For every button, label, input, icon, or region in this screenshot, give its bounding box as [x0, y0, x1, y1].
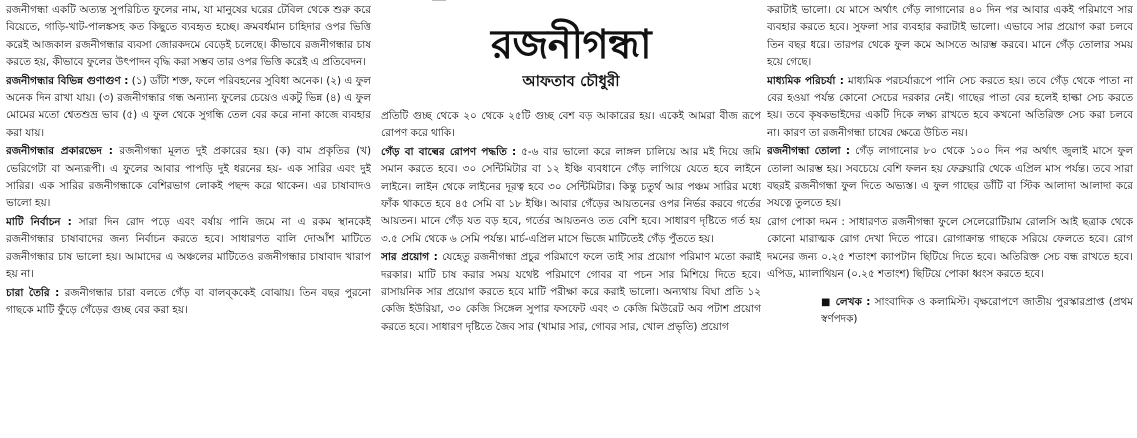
article-column-3	[767, 2, 1133, 436]
section-seedling	[6, 285, 371, 320]
article-author: আফতাব চৌধুরী	[522, 72, 620, 90]
section-body: রজনীগন্ধার চারা বলতে গেঁড় বা বালব্ককেই বোঝায়। তিন বছর পুরনো গাছকে মাটি ফুঁড়ে গেঁড়ের গুচ্ছ বের করা হয়।	[6, 286, 371, 316]
section-body: সারা দিন রোদ পড়ে এবং বর্ষায় পানি জমে না এ রকম স্থানকেই রজনীগন্ধার চাষাবাদের জন্য নির্বাচন করতে হবে। সাধারণত বালি দোআঁশ মাটিতে রজনীগন্ধার চাষ ভালো হয়। আমাদের এ অঞ্চলের মাটিতেও রজনীগন্ধার চাষাবাদ খারাপ হয় না।	[6, 215, 371, 281]
section-body: সাধারণত রজনীগন্ধা ফুলে সেলেরোটিয়াম রোলসি আই ছত্রাক থেকে কোনো মারাত্মক রোগ দেখা দিতে পারে। রোগাক্রান্ত গাছকে সরিয়ে ফেলতে হবে। রোগ দমনের জন্য ০.২৫ শতাংশ ক্যাপটান ছিটিয়ে দিতে হবে। অতিরিক্ত সেচ বন্ধ রাখতে হবে। এপিড, ম্যালাথিয়ন (০.২৫ শতাংশ) ছিটিয়ে পোকা ধ্বংস করতে হবে।	[767, 215, 1133, 281]
article-header	[381, 2, 761, 108]
section-pest-control	[767, 214, 1133, 284]
section-harvesting	[767, 143, 1133, 213]
section-body: ৫-৬ বার ভালো করে লাঙ্গল চালিয়ে আর মই দিয়ে জমি সমান করতে হবে। ৩০ সেন্টিমিটার বা ১২ ইঞ্চি ব্যবধানে গেঁড় লাগিয়ে যেতে হবে লাইনে লাইনে। লাইন থেকে লাইনের দূরত্ব হবে ৩০ সেন্টিমিটার। কিন্তু চতুর্থ আর পঞ্চম সারির মধ্যে ফাঁক থাকতে হবে ৪৫ সেমি বা ১৮ ইঞ্চি। আবার গেঁড়ের আয়তনের ওপর নির্ভর করবে গর্তের আয়তন। মানে গেঁড় যত বড় হবে, গর্তের আয়তনও তত বেশি হবে। সাধারণ দৃষ্টিতে গর্ত হয় ৩.৫ সেমি থেকে ৬ সেমি পর্যন্ত। মার্চ-এপ্রিল মাসে ভিজে মাটিতেই গেঁড় পুঁততে হয়।	[381, 145, 761, 245]
section-planting-method	[381, 144, 761, 248]
section-varieties	[6, 143, 371, 213]
intro-paragraph: রজনীগন্ধা একটি অত্যন্ত সুপরিচিত ফুলের নাম, যা মানুষের ঘরের টেবিল থেকে শুরু করে বিয়েতে, গাড়ি-খাট-পালঙ্কসহ কত কিছুতে ব্যবহৃত হচ্ছে। ক্রমবর্ধমান চাহিদার ওপর ভিত্তি করেই আজকাল রজনীগন্ধার ব্যবসা জোরকদমে বেড়েই চলেছে। কীভাবে রজনীগন্ধার চাষ করতে হয়, কীভাবে ফুলের উৎপাদন বৃদ্ধি করা সম্ভব তার ওপর ভিত্তি করেই এ প্রতিবেদন।	[6, 4, 371, 69]
author-note-text: সাংবাদিক ও কলামিস্ট। বৃক্ষরোপণে জাতীয় পুরস্কারপ্রাপ্ত (প্রথম স্বর্ণপদক)	[821, 295, 1133, 325]
author-note-label: লেখক :	[835, 295, 871, 308]
author-note	[767, 294, 1133, 329]
section-heading: রোগ পোকা দমন :	[767, 215, 845, 228]
article-column-2	[381, 2, 761, 436]
section-fertilizer	[381, 249, 761, 336]
section-heading: রজনীগন্ধার বিভিন্ন গুণাগুণ :	[6, 74, 129, 87]
section-body: রজনীগন্ধা মূলত দুই প্রকারের হয়। (ক) বাম প্রকৃতির (খ) ভেরিগেটা বা অন্যরূপী। এ ফুলের আবার পাপড়ি দুই ধরনের হয়- এক সারির এবং দুই সারির। এক সারির রজনীগন্ধাকে বেশিরভাগ লোকই পছন্দ করে থাকেন। এর চাষাবাদও ভালো হয়।	[6, 145, 371, 210]
continued-paragraph: প্রতিটি গুচ্ছ থেকে ২০ থেকে ২৫টি গুচ্ছ বেশ বড় আকারের হয়। একেই আমরা বীজ রূপে রোপণ করে থাকি।	[381, 110, 761, 140]
section-heading: মাটি নির্বাচন :	[6, 215, 72, 228]
section-heading: রজনীগন্ধার প্রকারভেদ :	[6, 145, 113, 158]
continued-paragraph: করাটাই ভালো। যে মাসে অর্থাৎ গেঁড় লাগানোর ৪০ দিন পর আবার একই পরিমাণে সার ব্যবহার করতে হবে। সুফলা সার ব্যবহার করাটাই ভালো। এভাবে সার প্রয়োগ করা চলবে তিন বছর ধরে। তারপর থেকে ফুল কমে আসতে আরম্ভ করবে। মানে গেঁড় তোলার সময় হয়ে গেছে।	[767, 4, 1133, 69]
section-body: যেহেতু রজনীগন্ধা প্রচুর পরিমাণে ফলে তাই সার প্রয়োগ পরিমাণ মতো করাই দরকার। মাটি চাষ করার সময় যথেষ্ট পরিমাণে গোবর বা পচন সার মিশিয়ে দিতে হবে। রাসায়নিক সার প্রয়োগ করতে হবে মাটি পরীক্ষা করে করাই ভালো। অন্যথায় বিঘা প্রতি ১২ কেজি ইউরিয়া, ৩০ কেজি সিঙ্গেল সুপার ফসফেট এবং ৩ কেজি মিউরেট অব পটাশ প্রয়োগ করতে হবে। সাধারণ দৃষ্টিতে জৈব সার (খামার সার, গোবর সার, খোল প্রভৃতি) প্রয়োগ	[381, 251, 761, 333]
section-soil-selection	[6, 214, 371, 284]
section-heading: সার প্রয়োগ :	[381, 251, 438, 264]
section-body: মাধ্যমিক পরচর্যারূপে পানি সেচ করতে হয়। তবে গেঁড় থেকে পাতা না বের হওয়া পর্যন্ত কোনো সেচের দরকার নেই। গাছের পাতা বের হলেই হাল্কা সেচ করতে হয়। তবে কৃষকভাইদের একটি দিকে লক্ষ্য রাখতে হবে কখনো অতিরিক্ত সেচ করা চলবে না। কারণ তা রজনীগন্ধা চাষের ক্ষেত্রে উচিত নয়।	[767, 74, 1133, 139]
article-title: রজনীগন্ধা	[490, 21, 652, 68]
section-intermediate-care	[767, 73, 1133, 143]
section-heading: রজনীগন্ধা তোলা :	[767, 145, 851, 158]
section-body: (১) ডাঁটা শক্ত, ফলে পরিবহনের সুবিধা অনেক। (২) এ ফুল অনেক দিন রাখা যায়। (৩) রজনীগন্ধার গন্ধ অন্যান্য ফুলের চেয়েও একটু ভিন্ন (৪) এ ফুল মোমের মতো শ্বেতশুভ্র ভাব (৫) এ ফুল থেকে সুগন্ধি তেল বের করে নানা কাজে ব্যবহার করা যায়।	[6, 74, 371, 139]
square-bullet-icon: ■	[821, 296, 832, 308]
section-heading: গেঁড় বা বাল্বের রোপণ পদ্ধতি :	[381, 145, 517, 158]
article-column-1	[6, 2, 371, 436]
section-qualities	[6, 73, 371, 143]
section-heading: চারা তৈরি :	[6, 286, 60, 299]
section-heading: মাধ্যমিক পরিচর্যা :	[767, 74, 844, 87]
section-body: গেঁড় লাগানোর ৮০ থেকে ১০০ দিন পর অর্থাৎ জুলাই মাসে ফুল তোলা আরম্ভ হয়। সবচেয়ে বেশি ফলন হয় ফেব্রুয়ারি থেকে এপ্রিল মাস পর্যন্ত। তবে সারা বছরই রজনীগন্ধা ফুল দিতে অভ্যস্ত। এ ফুল গাছের ডাঁটি বা স্টিক আলাদা আলাদা করে সযত্নে তুলতে হয়।	[767, 145, 1133, 210]
